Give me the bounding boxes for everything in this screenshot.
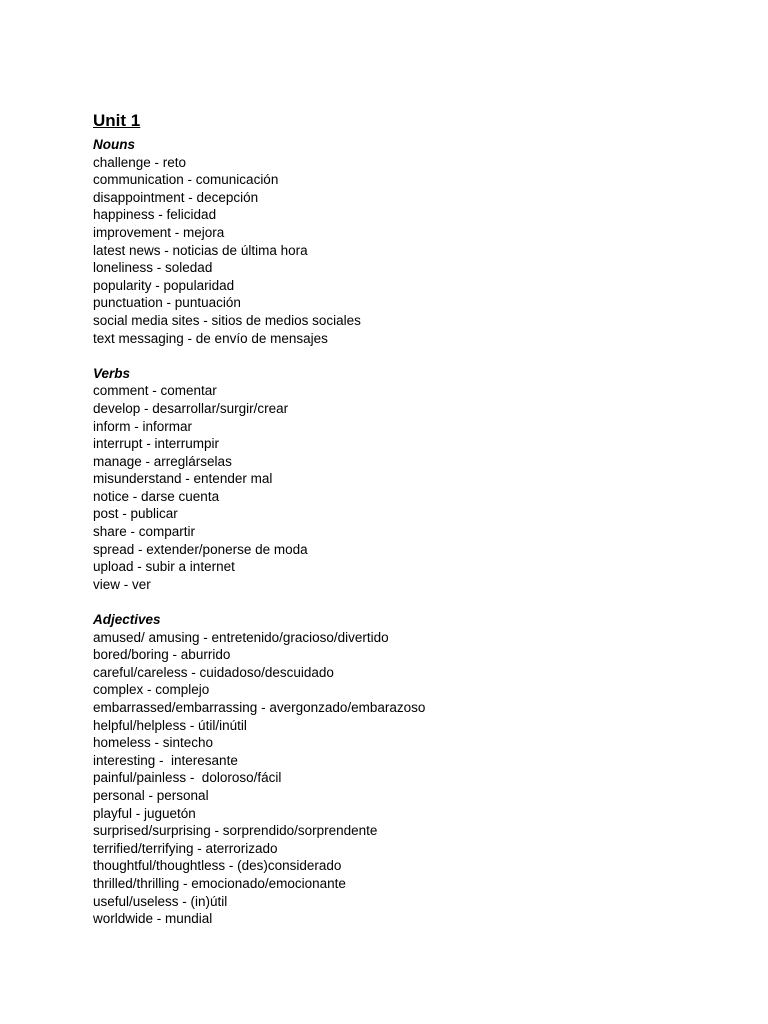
section-heading-nouns: Nouns (93, 137, 135, 152)
document-page (93, 110, 733, 945)
vocab-list-nouns (93, 154, 733, 348)
vocab-item: helpful/helpless - útil/inútil (93, 717, 247, 733)
vocab-item: thoughtful/thoughtless - (des)considerado (93, 858, 342, 874)
vocab-item: popularity - popularidad (93, 277, 235, 293)
vocab-item: spread - extender/ponerse de moda (93, 541, 308, 557)
vocab-item: improvement - mejora (93, 224, 225, 240)
vocab-item: interrupt - interrumpir (93, 436, 220, 452)
vocab-item: challenge - reto (93, 154, 187, 170)
vocab-item: view - ver (93, 576, 151, 592)
section-adjectives (93, 611, 733, 928)
section-verbs (93, 365, 733, 594)
section-heading-verbs: Verbs (93, 365, 131, 381)
vocab-item: worldwide - mundial (93, 911, 213, 927)
unit-title: Unit 1 (93, 111, 141, 130)
vocab-item: upload - subir a internet (93, 559, 235, 575)
vocab-list-verbs (93, 382, 733, 593)
vocab-item: bored/boring - aburrido (93, 647, 231, 663)
vocab-item: post - publicar (93, 506, 178, 522)
vocab-item: personal - personal (93, 787, 209, 803)
vocab-item: surprised/surprising - sorprendido/sorprendente (93, 823, 378, 839)
vocab-item: terrified/terrifying - aterrorizado (93, 840, 278, 856)
vocab-item: manage - arreglárselas (93, 453, 232, 469)
vocab-item: text messaging - de envío de mensajes (93, 330, 328, 346)
vocab-item: painful/painless - doloroso/fácil (93, 770, 282, 786)
vocab-list-adjectives (93, 629, 733, 928)
vocab-item: inform - informar (93, 418, 193, 434)
vocab-item: share - compartir (93, 524, 196, 540)
vocab-item: social media sites - sitios de medios sociales (93, 312, 361, 328)
vocab-item: amused/ amusing - entretenido/gracioso/divertido (93, 629, 389, 645)
vocab-item: interesting - interesante (93, 752, 238, 768)
vocab-item: develop - desarrollar/surgir/crear (93, 400, 289, 416)
vocab-item: punctuation - puntuación (93, 295, 241, 311)
vocab-item: thrilled/thrilling - emocionado/emocionante (93, 875, 346, 891)
vocab-item: playful - juguetón (93, 805, 196, 821)
vocab-item: notice - darse cuenta (93, 488, 220, 504)
section-nouns (93, 136, 733, 347)
section-heading-adjectives: Adjectives (93, 612, 161, 628)
vocab-item: disappointment - decepción (93, 189, 259, 205)
vocab-item: comment - comentar (93, 383, 217, 399)
vocab-item: useful/useless - (in)útil (93, 893, 228, 909)
vocab-item: careful/careless - cuidadoso/descuidado (93, 664, 334, 680)
vocab-item: homeless - sintecho (93, 735, 214, 751)
vocab-item: loneliness - soledad (93, 260, 213, 276)
vocab-item: communication - comunicación (93, 172, 279, 188)
vocab-item: happiness - felicidad (93, 207, 217, 223)
vocab-item: embarrassed/embarrassing - avergonzado/embarazoso (93, 700, 426, 715)
vocab-item: complex - complejo (93, 682, 210, 698)
vocab-item: latest news - noticias de última hora (93, 242, 308, 258)
vocab-item: misunderstand - entender mal (93, 471, 273, 487)
